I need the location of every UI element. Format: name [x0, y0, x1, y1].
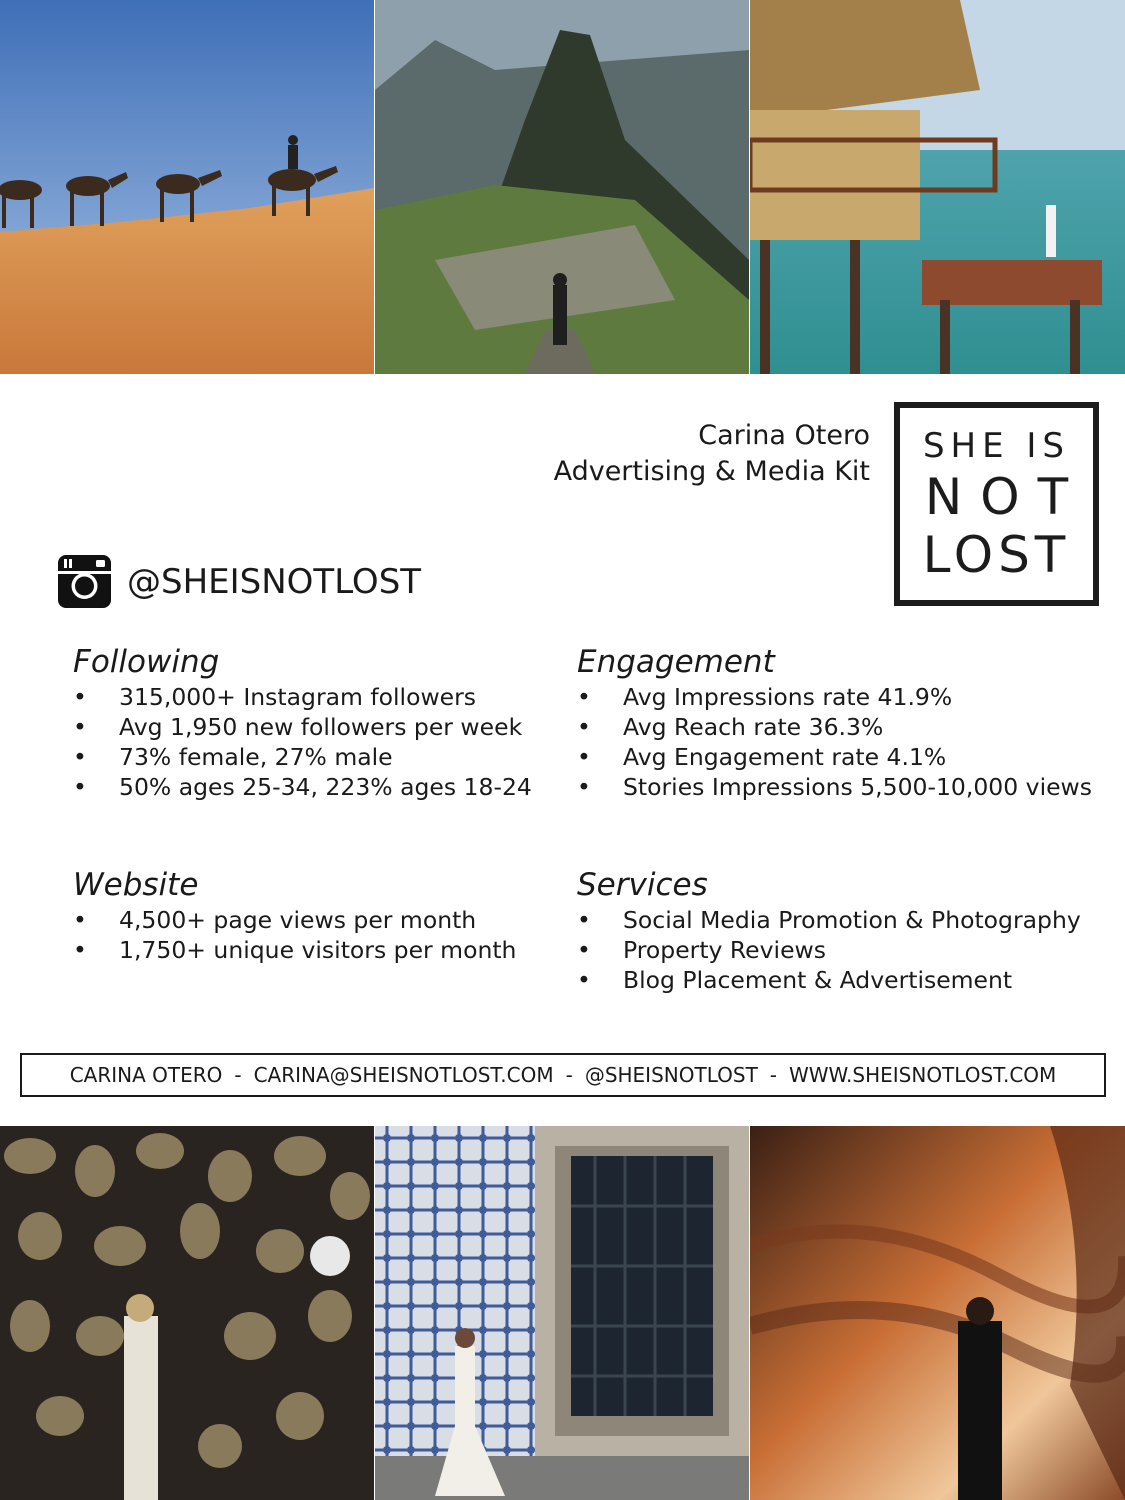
list-item: • 1,750+ unique visitors per month — [73, 936, 517, 964]
lantern-market-photo — [0, 1126, 374, 1500]
services-title: Services — [577, 867, 708, 903]
brand-logo — [894, 402, 1099, 606]
instagram-handle[interactable]: @SHEISNOTLOST — [127, 561, 422, 602]
contact-bar: CARINA OTERO - CARINA@SHEISNOTLOST.COM - @SHEISNOTLOST - WWW.SHEISNOTLOST.COM — [20, 1053, 1106, 1097]
list-item: • Avg Engagement rate 4.1% — [577, 743, 947, 771]
list-item: • Blog Placement & Advertisement — [577, 966, 1013, 994]
engagement-section — [577, 642, 1092, 802]
list-item: • Avg Reach rate 36.3% — [577, 713, 884, 741]
canyon-photo — [750, 1126, 1125, 1500]
kit-subtitle: Advertising & Media Kit — [553, 456, 870, 487]
website-section — [73, 865, 516, 965]
list-item: • Avg Impressions rate 41.9% — [577, 683, 953, 711]
mountain-ruins-photo — [375, 0, 749, 374]
logo-line-1: SHE IS — [922, 426, 1071, 466]
logo-line-2: NOT — [924, 468, 1087, 526]
instagram-icon — [58, 555, 111, 608]
header — [554, 418, 870, 490]
instagram-handle-row — [58, 555, 421, 608]
overwater-bungalow-photo — [750, 0, 1125, 374]
tiled-wall-window-photo — [375, 1126, 749, 1500]
contact-instagram[interactable]: @SHEISNOTLOST — [584, 1063, 758, 1087]
list-item: • 315,000+ Instagram followers — [73, 683, 477, 711]
contact-name: CARINA OTERO — [69, 1063, 223, 1087]
list-item: • 4,500+ page views per month — [73, 906, 477, 934]
list-item: • Avg 1,950 new followers per week — [73, 713, 523, 741]
services-section — [577, 865, 1081, 995]
list-item: • 50% ages 25-34, 223% ages 18-24 — [73, 773, 532, 801]
author-name: Carina Otero — [698, 420, 870, 451]
following-section — [73, 642, 532, 802]
website-title: Website — [73, 867, 199, 903]
logo-line-3: LOST — [922, 526, 1071, 584]
contact-website[interactable]: WWW.SHEISNOTLOST.COM — [789, 1063, 1057, 1087]
list-item: • Stories Impressions 5,500-10,000 views — [577, 773, 1093, 801]
list-item: • Property Reviews — [577, 936, 826, 964]
contact-email[interactable]: CARINA@SHEISNOTLOST.COM — [253, 1063, 554, 1087]
list-item: • 73% female, 27% male — [73, 743, 393, 771]
list-item: • Social Media Promotion & Photography — [577, 906, 1081, 934]
following-title: Following — [73, 644, 220, 680]
desert-camels-photo — [0, 0, 374, 374]
engagement-title: Engagement — [577, 644, 775, 680]
